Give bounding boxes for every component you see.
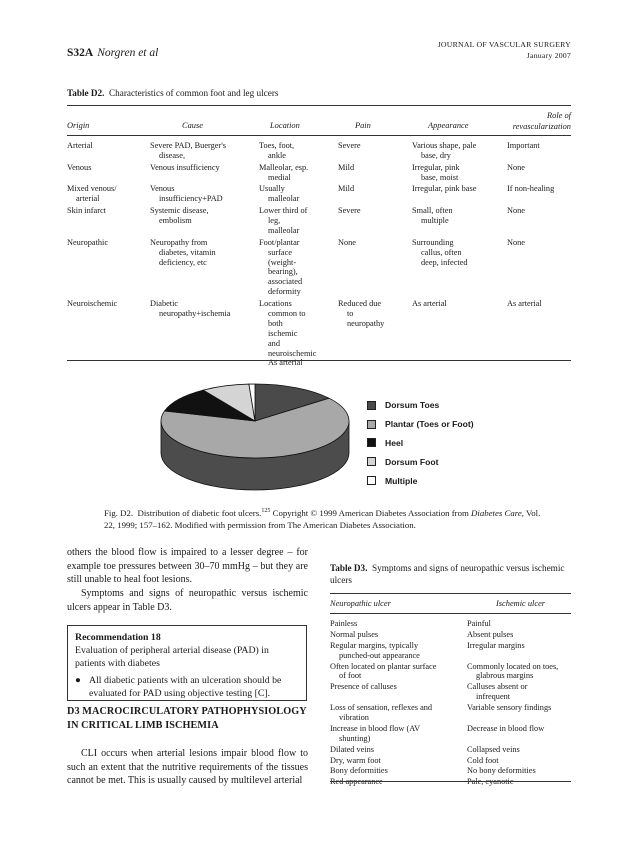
table-cell-cause	[150, 184, 223, 204]
table-cell-location	[259, 206, 307, 236]
cell-line: (weight-	[268, 257, 297, 267]
cell-line: Severe	[338, 141, 361, 150]
table-d2-header-origin: Origin	[67, 121, 90, 130]
table-cell-location	[259, 238, 302, 297]
chart-legend	[367, 396, 474, 490]
cell-line: Painless	[330, 619, 358, 628]
table-cell-neuropathic	[330, 703, 432, 723]
table-cell-cause	[150, 238, 216, 268]
cell-line: Severe PAD, Buerger's	[150, 141, 226, 150]
cell-line: Venous insufficiency	[150, 162, 220, 172]
figure-label: Fig. D2.	[104, 507, 134, 518]
table-cell-neuropathic	[330, 641, 420, 661]
cell-line: Toes, foot,	[259, 141, 295, 150]
cell-line: ischemic	[268, 328, 298, 338]
table-d2-header-location: Location	[270, 121, 300, 130]
cell-line: disease,	[159, 150, 186, 160]
cell-line: None	[507, 237, 525, 247]
legend-item	[367, 452, 474, 471]
figure-caption-source: , Vol. 22, 1999; 157–162. Modified with permission from The American Diabetes Association.	[104, 507, 541, 530]
cell-line: Lower third of	[259, 206, 308, 216]
cell-line: both	[268, 318, 283, 328]
table-cell-neuropathic	[330, 619, 357, 629]
table-cell-neuropathic	[330, 682, 397, 692]
cell-line: to	[347, 308, 354, 318]
table-cell-pain	[338, 184, 354, 194]
legend-item	[367, 434, 474, 453]
cell-line: Venous	[150, 184, 175, 194]
table-cell-location	[259, 141, 294, 161]
cell-line: neuroischemic	[268, 348, 317, 358]
table-cell-ischemic	[467, 619, 491, 629]
recommendation-text: Evaluation of peripheral arterial disease (PAD) in patients with diabetes	[75, 645, 269, 669]
cell-line: Small, often	[412, 206, 453, 216]
table-cell-role	[507, 206, 525, 216]
cell-line: As arterial	[412, 299, 447, 308]
table-cell-role	[507, 184, 554, 194]
cell-line: Irregular, pink	[412, 162, 460, 172]
table-cell-location	[259, 184, 299, 204]
table-cell-origin	[67, 184, 117, 204]
table-cell-location	[259, 299, 316, 368]
cell-line: of foot	[339, 671, 362, 681]
table-cell-appearance	[412, 206, 453, 226]
cell-line: deformity	[268, 287, 301, 297]
cell-line: shunting)	[339, 733, 371, 743]
cell-line: Irregular margins	[467, 640, 525, 650]
cell-line: Various shape, pale	[412, 141, 477, 150]
cell-line: surface	[268, 247, 292, 257]
recommendation-bullet	[75, 674, 299, 700]
cell-line: Pale, cyanotic	[467, 777, 514, 787]
legend-label: Dorsum Foot	[385, 456, 439, 467]
cell-line: Usually	[259, 184, 285, 194]
table-cell-cause	[150, 141, 226, 161]
legend-swatch	[367, 457, 376, 466]
cell-line: Bony deformities	[330, 766, 388, 776]
figure-caption-ref: 125	[261, 508, 271, 514]
cell-line: Severe	[338, 206, 361, 216]
legend-label: Multiple	[385, 475, 418, 486]
legend-swatch	[367, 401, 376, 410]
cell-line: Increase in blood flow (AV	[330, 723, 421, 733]
figure-caption-text: Distribution of diabetic foot ulcers.	[137, 507, 262, 518]
paragraph-blood-flow: others the blood flow is impaired to a lesser degree – for example toe pressures between 30–70 mmHg – but they are still unable to heal foot lesions.	[67, 547, 308, 586]
table-d2-header-revascularization	[513, 110, 571, 132]
recommendation-bullet-text: All diabetic patients with an ulceration should be evaluated for PAD using objective testing [C].	[89, 675, 282, 699]
cell-line: malleolar	[268, 225, 300, 235]
table-cell-neuropathic	[330, 756, 381, 766]
legend-label: Heel	[385, 437, 404, 448]
cell-line: No bony deformities	[467, 766, 536, 776]
cell-line: As arterial	[268, 358, 303, 368]
cell-line: Loss of sensation, reflexes and	[330, 703, 433, 713]
table-d3-caption	[330, 562, 571, 586]
cell-line: deep, infected	[421, 257, 468, 267]
cell-line: Surrounding	[412, 237, 454, 247]
table-d2-label: Table D2.	[67, 88, 105, 98]
cell-line: punched-out appearance	[339, 650, 420, 660]
cell-line: Variable sensory findings	[467, 703, 552, 713]
table-cell-pain	[338, 299, 384, 329]
cell-line: diabetes, vitamin	[159, 247, 216, 257]
table-cell-ischemic	[467, 682, 527, 702]
table-cell-cause	[150, 206, 209, 226]
table-cell-role	[507, 163, 525, 173]
table-cell-role	[507, 299, 542, 309]
paragraph-symptoms: Symptoms and signs of neuropathic versus ischemic ulcers appear in Table D3.	[67, 588, 308, 613]
table-cell-appearance	[412, 238, 468, 268]
table-cell-location	[259, 163, 308, 183]
table-cell-origin	[67, 299, 117, 309]
cell-line: base, moist	[421, 172, 459, 182]
cell-line: If non-healing	[507, 184, 555, 194]
table-cell-neuropathic	[330, 630, 378, 640]
paragraph-cli: CLI occurs when arterial lesions impair blood flow to such an extent that the nutritive requirements of the tissues cannot be met. This is usually caused by multilevel arterial	[67, 748, 308, 787]
table-d2-header-pain: Pain	[355, 121, 371, 130]
journal-name: JOURNAL OF VASCULAR SURGERY	[437, 40, 571, 49]
table-cell-origin	[67, 238, 108, 248]
recommendation-box	[67, 625, 307, 701]
cell-line: glabrous margins	[476, 671, 534, 681]
table-cell-ischemic	[467, 630, 513, 640]
running-header-left	[67, 47, 158, 59]
cell-line: ankle	[268, 150, 286, 160]
table-d2-top-rule	[67, 105, 571, 106]
cell-line: callus, often	[421, 247, 462, 257]
page-id: S32A	[67, 47, 94, 59]
table-cell-appearance	[412, 299, 447, 309]
cell-line: Skin infarct	[67, 206, 106, 216]
table-d2-caption	[67, 88, 278, 98]
bullet-icon: ●	[75, 675, 81, 686]
cell-line: Reduced due	[338, 299, 382, 308]
cell-line: Irregular, pink base	[412, 184, 477, 194]
cell-line: Malleolar, esp.	[259, 162, 309, 172]
cell-line: Often located on plantar surface	[330, 661, 437, 671]
cell-line: neuropathy+ischemia	[159, 308, 231, 318]
cell-line: associated	[268, 277, 303, 287]
cell-line: Red appearance	[330, 777, 383, 787]
cell-line: Venous	[67, 162, 92, 172]
cell-line: Diabetic	[150, 299, 179, 308]
cell-line: vibration	[339, 713, 369, 722]
table-d3-title: Symptoms and signs of neuropathic versus ischemic ulcers	[330, 563, 565, 585]
legend-swatch	[367, 438, 376, 447]
cell-line: Normal pulses	[330, 629, 379, 639]
cell-line: malleolar	[268, 194, 300, 204]
cell-line: Neuroischemic	[67, 299, 118, 308]
cell-line: Commonly located on toes,	[467, 661, 559, 671]
table-d2-bottom-rule	[67, 360, 571, 361]
cell-line: bearing),	[268, 267, 298, 277]
table-cell-cause	[150, 163, 220, 173]
cell-line: Mild	[338, 162, 355, 172]
cell-line: Foot/plantar	[259, 237, 300, 247]
table-cell-neuropathic	[330, 777, 383, 787]
cell-line: None	[338, 237, 356, 247]
table-d3-header-ischemic: Ischemic ulcer	[496, 599, 546, 608]
table-d2-header-rule	[67, 135, 571, 136]
cell-line: Calluses absent or	[467, 682, 528, 692]
table-cell-pain	[338, 141, 361, 151]
section-title: D3 MACROCIRCULATORY PATHOPHYSIOLOGY IN CRITICAL LIMB ISCHEMIA	[67, 706, 307, 731]
table-d2-header-revasc-line2: revascularization	[512, 122, 571, 131]
cell-line: infrequent	[476, 692, 511, 702]
table-cell-role	[507, 238, 525, 248]
cell-line: leg,	[268, 216, 281, 225]
table-cell-neuropathic	[330, 662, 436, 682]
table-d2-title: Characteristics of common foot and leg ulcers	[109, 88, 279, 98]
table-cell-ischemic	[467, 745, 520, 755]
table-cell-neuropathic	[330, 724, 420, 744]
cell-line: Collapsed veins	[467, 744, 520, 754]
cell-line: Locations	[259, 299, 292, 308]
cell-line: base, dry	[421, 150, 451, 160]
cell-line: Regular margins, typically	[330, 640, 419, 650]
table-cell-role	[507, 141, 540, 151]
table-cell-origin	[67, 206, 106, 216]
table-cell-ischemic	[467, 703, 551, 713]
table-cell-ischemic	[467, 777, 514, 787]
cell-line: Neuropathy from	[150, 237, 208, 247]
table-d3-header-rule	[330, 613, 571, 614]
cell-line: insufficiency+PAD	[159, 194, 223, 204]
table-cell-appearance	[412, 184, 476, 194]
cell-line: Absent pulses	[467, 629, 514, 639]
table-cell-cause	[150, 299, 231, 319]
cell-line: and	[268, 338, 280, 348]
cell-line: Dilated veins	[330, 744, 375, 754]
cell-line: common to	[268, 308, 306, 318]
legend-item	[367, 396, 474, 415]
legend-item	[367, 471, 474, 490]
table-cell-neuropathic	[330, 766, 388, 776]
cell-line: Dry, warm foot	[330, 755, 381, 765]
cell-line: Decrease in blood flow	[467, 723, 545, 733]
legend-swatch	[367, 420, 376, 429]
legend-item	[367, 415, 474, 434]
table-cell-origin	[67, 141, 93, 151]
cell-line: arterial	[76, 194, 100, 204]
cell-line: As arterial	[507, 299, 542, 308]
cell-line: None	[507, 206, 525, 216]
cell-line: Important	[507, 141, 540, 150]
table-cell-ischemic	[467, 756, 499, 766]
figure-d2-caption	[104, 505, 544, 531]
cell-line: multiple	[421, 216, 449, 225]
cell-line: Systemic disease,	[150, 206, 209, 216]
figure-caption-journal: Diabetes Care	[471, 507, 522, 518]
legend-label: Dorsum Toes	[385, 400, 440, 411]
table-cell-ischemic	[467, 766, 536, 776]
cell-line: Mixed venous/	[67, 184, 117, 194]
table-cell-pain	[338, 238, 356, 248]
legend-swatch	[367, 476, 376, 485]
table-d3-bottom-rule	[330, 781, 571, 782]
table-d3-label: Table D3.	[330, 563, 368, 573]
cell-line: Mild	[338, 184, 355, 194]
table-cell-ischemic	[467, 662, 558, 682]
cell-line: neuropathy	[347, 318, 385, 328]
running-authors: Norgren et al	[97, 47, 159, 59]
cell-line: None	[507, 162, 525, 172]
table-d3-header-neuropathic: Neuropathic ulcer	[330, 599, 391, 608]
pie-chart	[150, 376, 360, 494]
table-cell-pain	[338, 163, 354, 173]
figure-caption-copyright: Copyright © 1999 American Diabetes Association from	[270, 507, 472, 518]
cell-line: embolism	[159, 216, 192, 225]
table-cell-neuropathic	[330, 745, 374, 755]
table-d3-top-rule	[330, 593, 571, 594]
table-cell-ischemic	[467, 724, 544, 734]
cell-line: Arterial	[67, 141, 93, 150]
cell-line: medial	[268, 172, 291, 182]
recommendation-title: Recommendation 18	[75, 632, 161, 643]
table-d2-header-cause: Cause	[182, 121, 203, 130]
table-d2-header-appearance: Appearance	[428, 121, 469, 130]
table-cell-appearance	[412, 141, 476, 161]
cell-line: deficiency, etc	[159, 257, 207, 267]
cell-line: Presence of calluses	[330, 682, 397, 692]
legend-label: Plantar (Toes or Foot)	[385, 419, 474, 430]
table-d2-header-revasc-line1: Role of	[547, 111, 571, 120]
cell-line: Painful	[467, 619, 491, 628]
cell-line: Neuropathic	[67, 237, 109, 247]
table-cell-pain	[338, 206, 361, 216]
running-header-right	[438, 39, 571, 61]
table-cell-ischemic	[467, 641, 525, 651]
table-cell-origin	[67, 163, 91, 173]
cell-line: Cold foot	[467, 755, 499, 765]
issue-date: January 2007	[526, 51, 571, 60]
table-cell-appearance	[412, 163, 460, 183]
